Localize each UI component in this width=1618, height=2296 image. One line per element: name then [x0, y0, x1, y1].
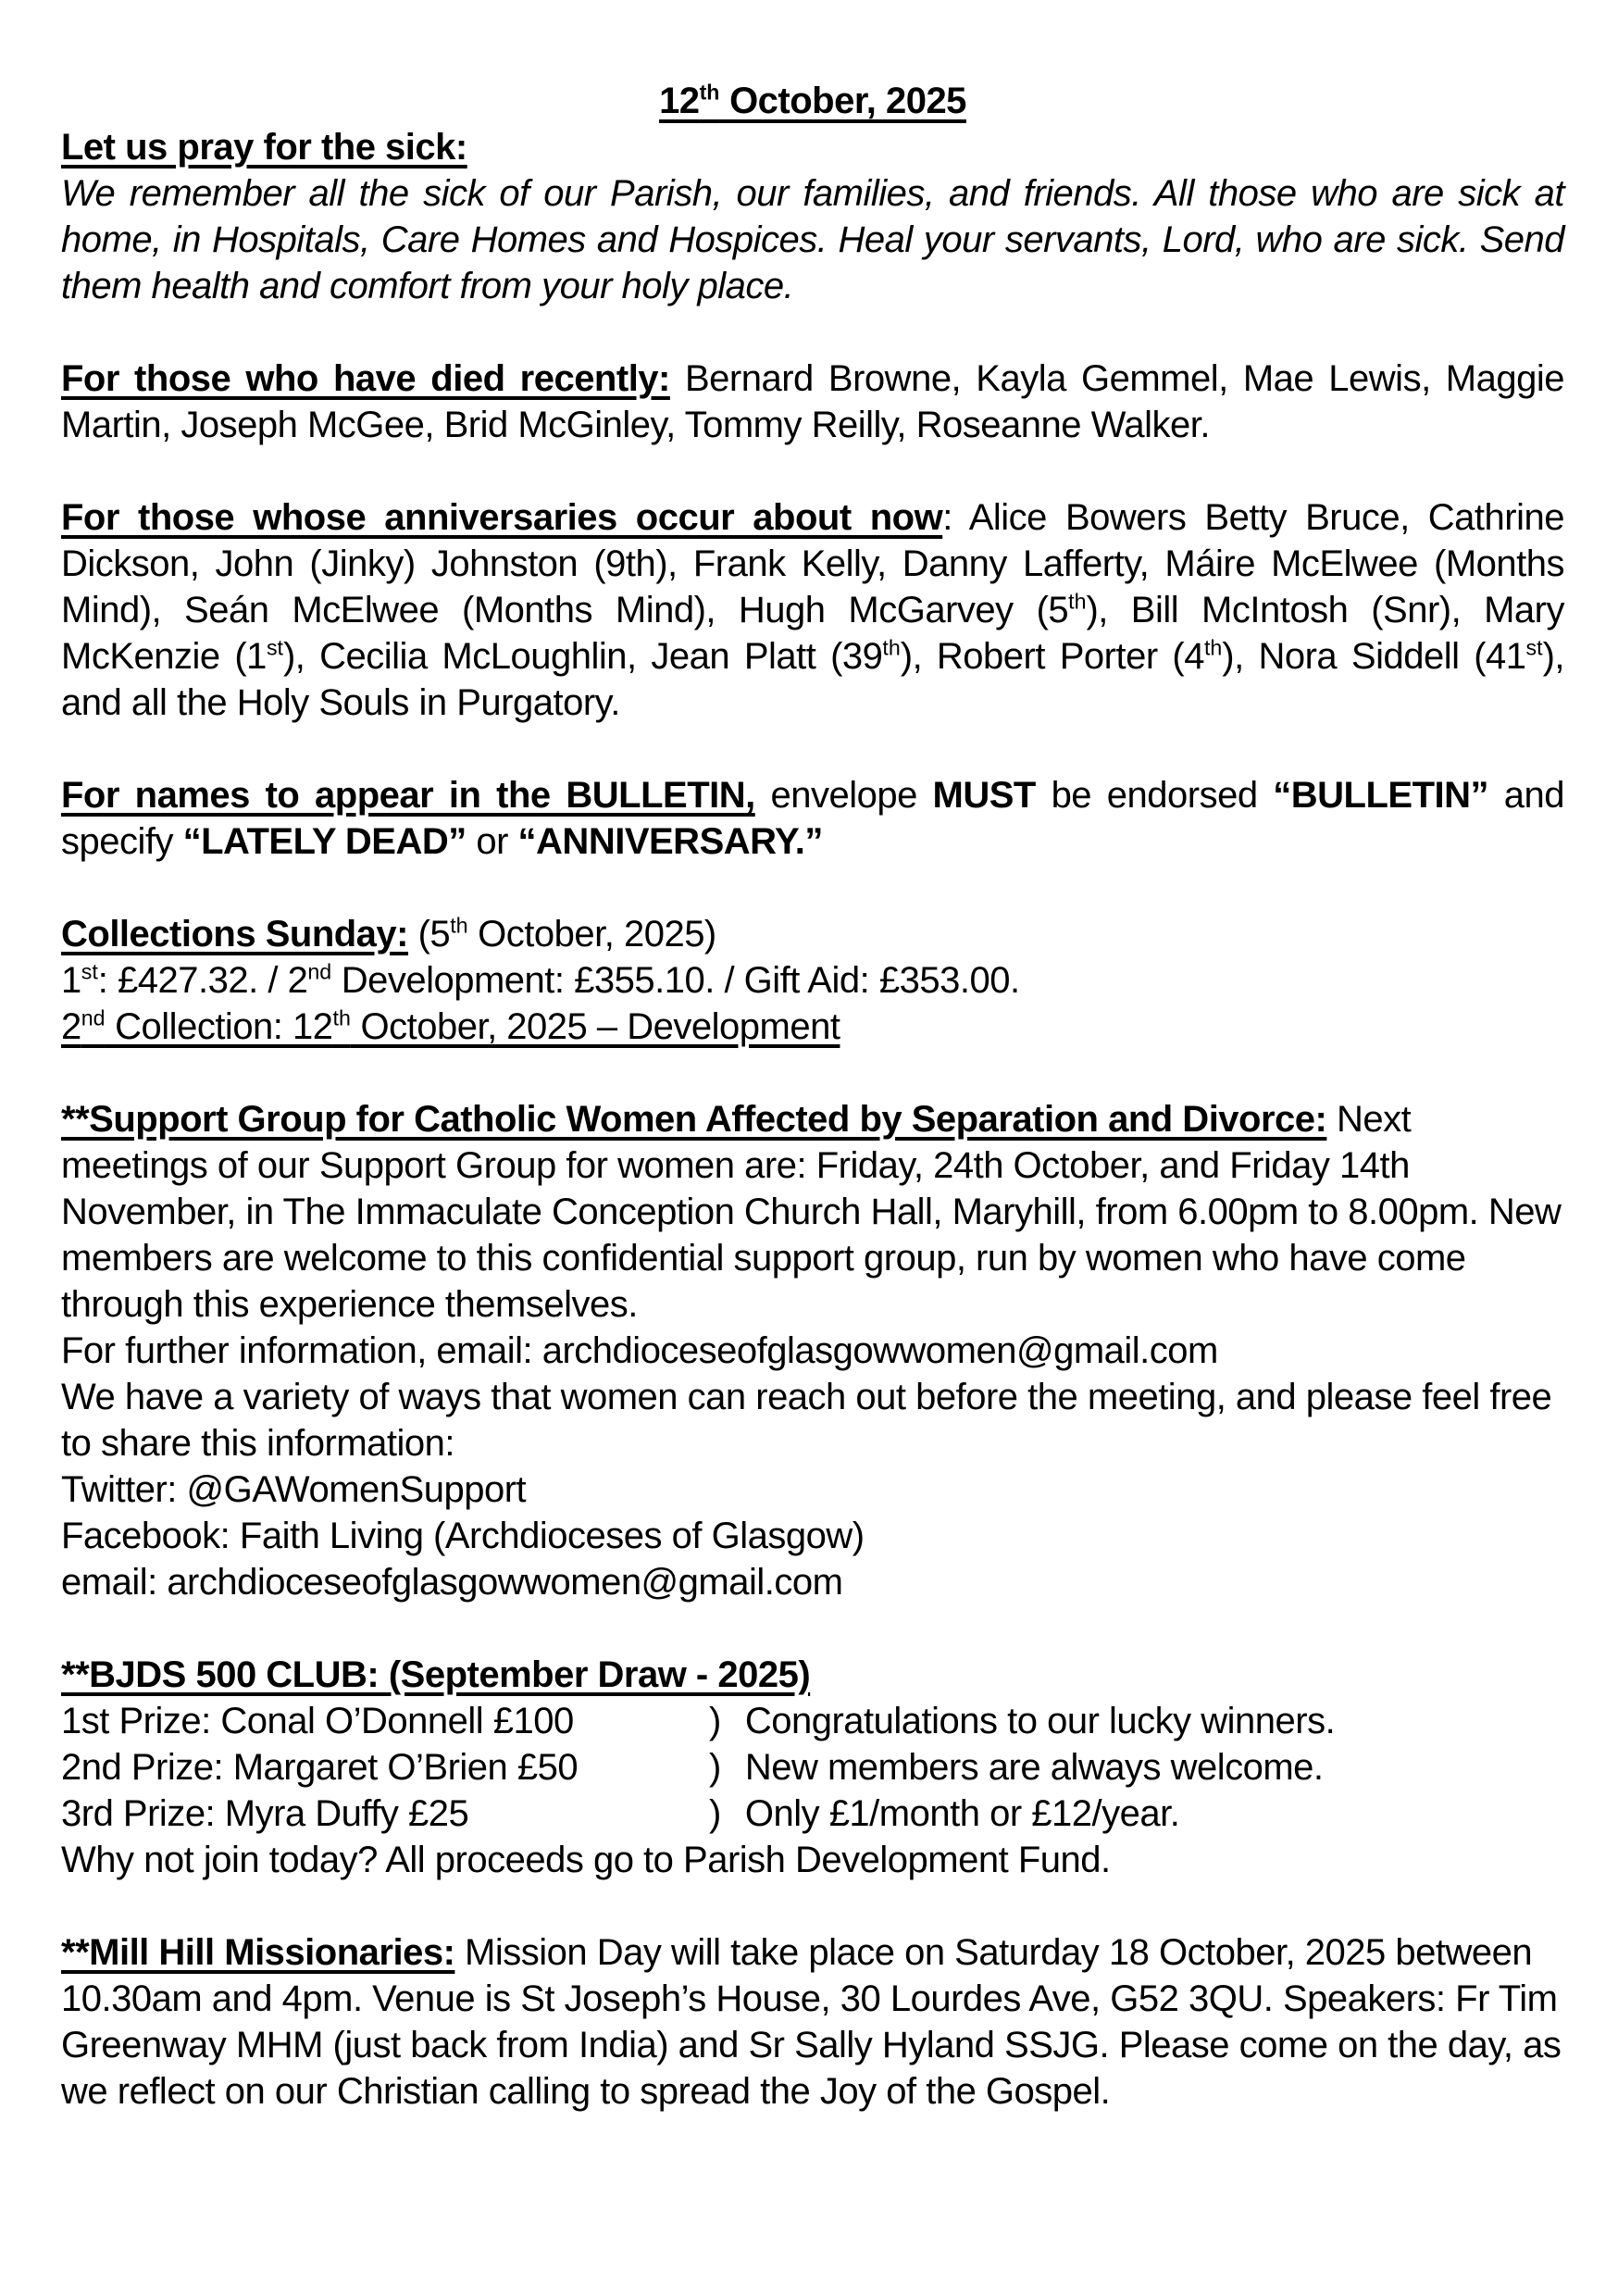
- bulletin-date-title: 12th October, 2025: [659, 80, 966, 121]
- prize-1-bracket: ): [709, 1701, 721, 1741]
- anniversaries-paragraph: For those whose anniversaries occur about now: Alice Bowers Betty Bruce, Cathrine Dickson, John (Jinky) Johnston (9th), Frank Kelly, Danny Lafferty, Máire McElwee (Months Mind), Seán McElwee (Months Mind), Hugh McGarvey (5th), Bill McIntosh (Snr), Mary McKenzie (1st), Cecilia McLoughlin, Jean Platt (39th), Robert Porter (4th), Nora Siddell (41st), and all the Holy Souls in Purgatory.: [61, 497, 1565, 723]
- prize-3-winner: 3rd Prize: Myra Duffy £25: [61, 1793, 469, 1834]
- prize-row-2: [61, 1744, 1564, 1791]
- support-reach-out: We have a variety of ways that women can reach out before the meeting, and please feel free to share this information:: [61, 1377, 1552, 1464]
- support-email-line: email: archdioceseofglasgowwomen@gmail.com: [61, 1562, 843, 1603]
- second-collection-line: [61, 1004, 1564, 1050]
- prize-3-note: Only £1/month or £12/year.: [744, 1793, 1180, 1834]
- bjds-500-club-heading: **BJDS 500 CLUB: (September Draw - 2025): [61, 1654, 811, 1695]
- support-twitter-line: Twitter: @GAWomenSupport: [61, 1469, 527, 1510]
- prize-3-bracket: ): [709, 1793, 721, 1834]
- bulletin-names-notice: For names to appear in the BULLETIN, envelope MUST be endorsed “BULLETIN” and specify “LATELY DEAD” or “ANNIVERSARY.”: [61, 775, 1564, 862]
- support-group-paragraph: **Support Group for Catholic Women Affected by Separation and Divorce: Next meetings of our Support Group for women are: Friday, 24th October, and Friday 14th November, in The Immaculate Conception Church Hall, Maryhill, from 6.00pm to 8.00pm. New members are welcome to this confidential support group, run by women who have come through this experience themselves.: [61, 1099, 1562, 1325]
- prize-2-bracket: ): [709, 1747, 721, 1788]
- spacer: [61, 865, 1564, 911]
- mill-hill-paragraph: **Mill Hill Missionaries: Mission Day will take place on Saturday 18 October, 2025 between 10.30am and 4pm. Venue is St Joseph’s House, 30 Lourdes Ave, G52 3QU. Speakers: Fr Tim Greenway MHM (just back from India) and Sr Sally Hyland SSJG. Please come on the day, as we reflect on our Christian calling to spread the Joy of the Gospel.: [61, 1932, 1562, 2112]
- collections-heading: Collections Sunday: (5th October, 2025): [61, 913, 716, 955]
- spacer: [61, 309, 1564, 356]
- prize-2-note: New members are always welcome.: [744, 1747, 1324, 1788]
- prize-2-winner: 2nd Prize: Margaret O’Brien £50: [61, 1747, 579, 1788]
- pray-for-sick-heading: Let us pray for the sick:: [61, 127, 467, 168]
- spacer: [61, 1883, 1564, 1929]
- died-recently-paragraph: For those who have died recently: Bernard Browne, Kayla Gemmel, Mae Lewis, Maggie Martin, Joseph McGee, Brid McGinley, Tommy Reilly, Roseanne Walker.: [61, 358, 1564, 445]
- support-facebook-line: Facebook: Faith Living (Archdioceses of Glasgow): [61, 1516, 865, 1556]
- spacer: [61, 726, 1564, 772]
- pray-for-sick-text: We remember all the sick of our Parish, our families, and friends. All those who are sick at home, in Hospitals, Care Homes and Hospices. Heal your servants, Lord, who are sick. Send them health and comfort from your holy place.: [61, 173, 1564, 306]
- prize-row-1: [61, 1698, 1564, 1744]
- prize-row-3: [61, 1791, 1564, 1837]
- prize-1-note: Congratulations to our lucky winners.: [744, 1701, 1336, 1741]
- prize-1-winner: 1st Prize: Conal O’Donnell £100: [61, 1701, 574, 1741]
- why-join-line: Why not join today? All proceeds go to Parish Development Fund.: [61, 1840, 1111, 1880]
- spacer: [61, 1050, 1564, 1096]
- spacer: [61, 448, 1564, 494]
- collections-amounts: 1st: £427.32. / 2nd Development: £355.10. / Gift Aid: £353.00.: [61, 959, 1020, 1001]
- spacer: [61, 1605, 1564, 1652]
- second-collection-text: 2nd Collection: 12th October, 2025 – Development: [61, 1005, 840, 1047]
- support-further-info: For further information, email: archdioceseofglasgowwomen@gmail.com: [61, 1330, 1218, 1371]
